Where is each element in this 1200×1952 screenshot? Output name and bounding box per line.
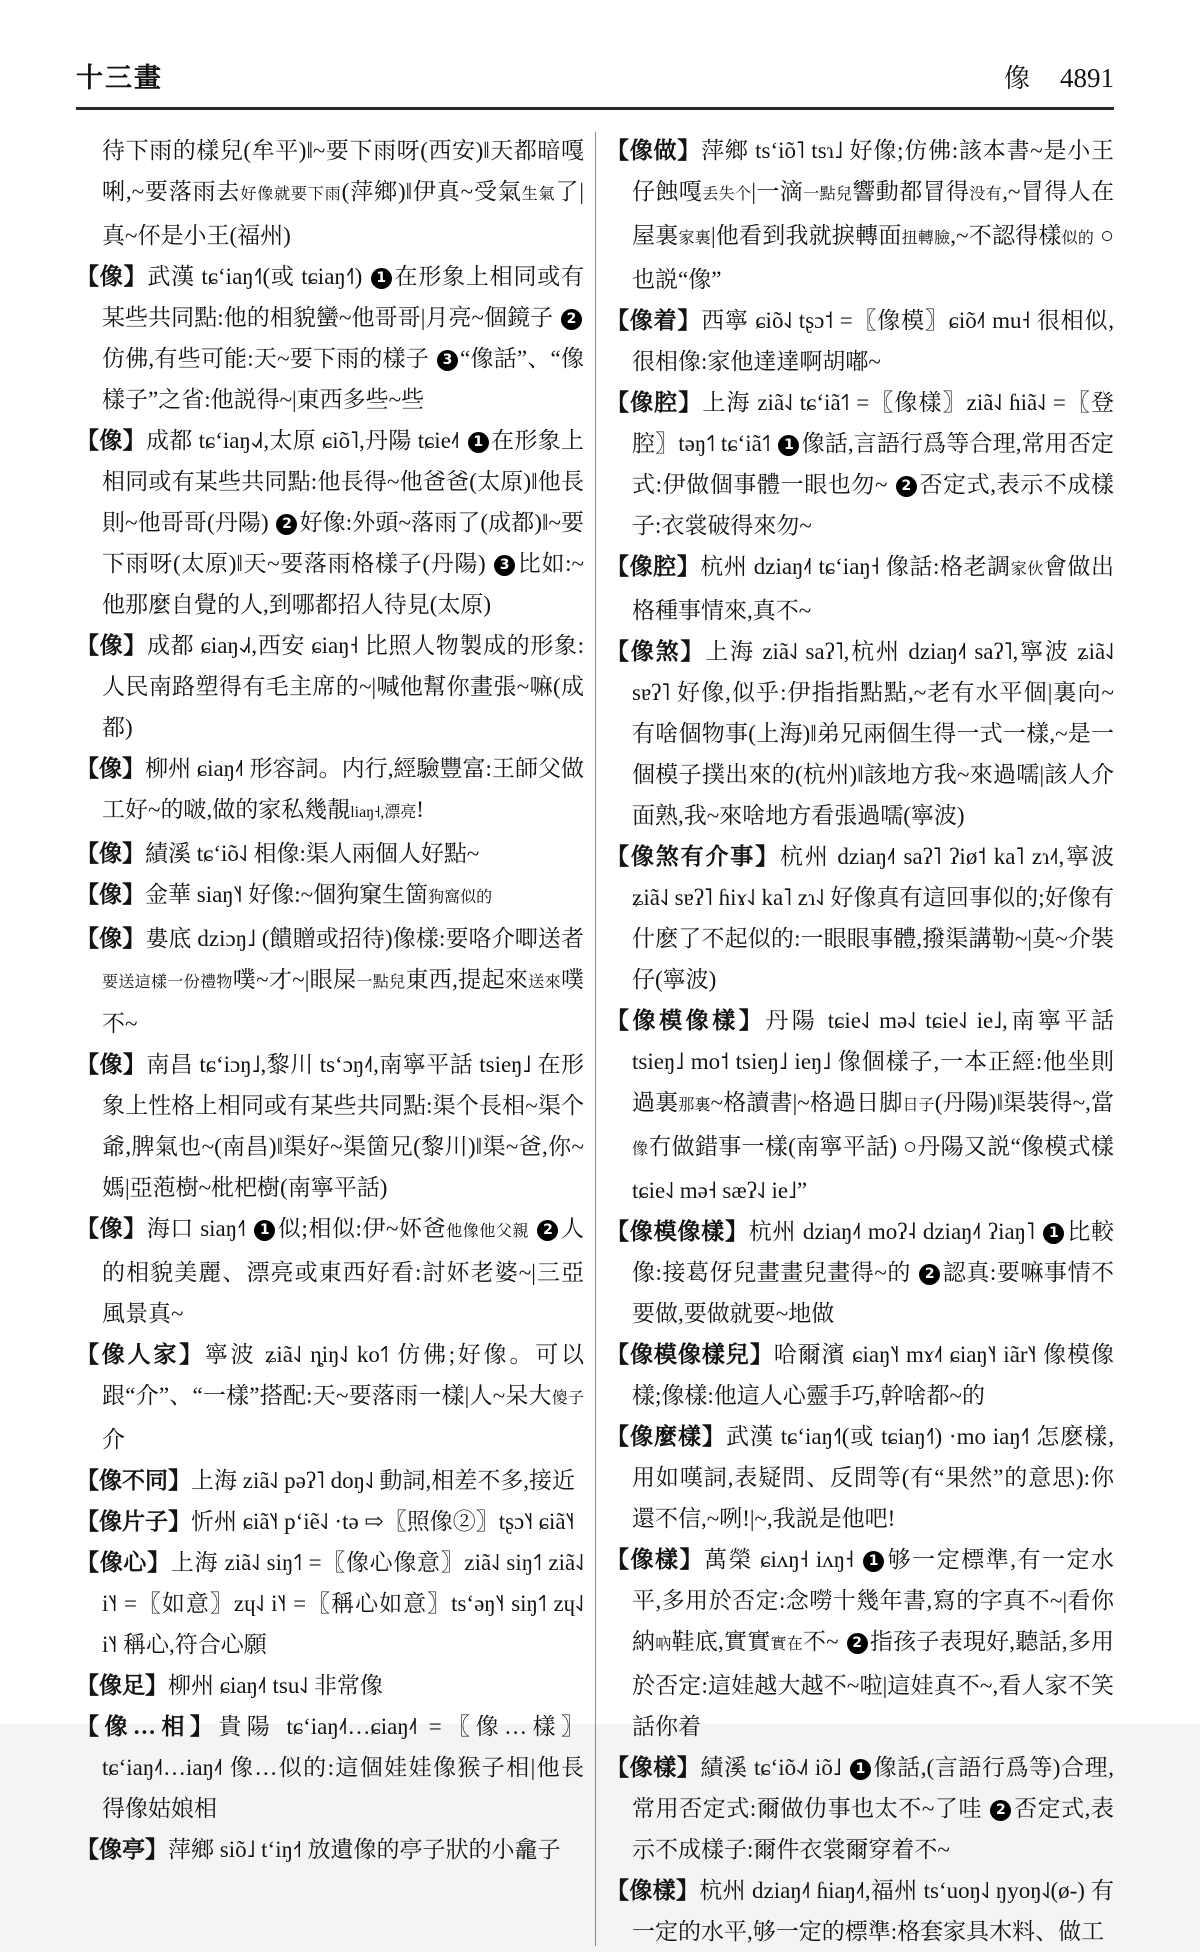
- entry-headword: 【像着】: [606, 308, 702, 333]
- small-gloss: 没有: [969, 186, 1003, 203]
- dictionary-entry: 【像】成都 tɕʻiaŋ˨˩˧,太原 ɕiõ˥,丹陽 tɕie˨˦ 1 在形象上相同或有某些共同點:他長得~他爸爸(太原)‖他長則~他哥哥(丹陽) 2 好像:外頭~落雨了(成都)‖~要下雨呀(太原)‖天~要落雨格樣子(丹陽) 3 比如:~他那麼自覺的人,到哪都招人待見(太原): [76, 428, 585, 617]
- sense-number-icon: 2: [990, 1800, 1011, 1821]
- small-gloss: 像: [632, 1141, 649, 1158]
- sense-number-icon: 2: [561, 309, 582, 330]
- dictionary-entry: 【像】武漢 tɕʻiaŋ˧˥(或 tɕiaŋ˧˥) 1 在形象上相同或有某些共同點:他的相貌蠻~他哥哥|月亮~個鏡子 2仿佛,有些可能:天~要下雨的樣子 3 “像話”、“像樣子”之省:他説得~|東西多些~些: [76, 264, 585, 412]
- small-gloss: 那裏: [678, 1097, 711, 1114]
- small-gloss: 丢失个: [702, 186, 752, 203]
- sense-number-icon: 3: [494, 555, 515, 576]
- entry-headword: 【像心】: [76, 1550, 171, 1575]
- dictionary-entry: 【像足】柳州 ɕiaŋ˨˦ tsu˨˩ 非常像: [76, 1673, 383, 1698]
- sense-number-icon: 2: [896, 476, 917, 497]
- header-rule: [76, 107, 1114, 110]
- page-header: [76, 56, 1114, 95]
- column-divider-line: [595, 132, 596, 1946]
- entry-headword: 【像煞有介事】: [606, 844, 781, 869]
- entry-headword: 【像麼樣】: [606, 1424, 726, 1449]
- entry-headword: 【像腔】: [606, 390, 703, 415]
- dictionary-entry: 【像模像樣】丹陽 tɕie˨˩ mə˨˩ tɕie˨˩ ie˩,南寧平話 tsieŋ˩ mo˦ tsieŋ˩ ieŋ˩ 像個樣子,一本正經:他坐則過裏那裏~格讀書|~格過日脚日子(丹陽)‖渠裝得~,當像冇做錯事一樣(南寧平話) ○丹陽又説“像模式樣 tɕie˨˩ mə˧ sæʔ˨˩ ie˩”: [606, 1008, 1115, 1203]
- dictionary-entry: 【像樣】績溪 tɕʻiõ˨˩˦ iõ˩ 1 像話,(言語行爲等)合理,常用否定式:爾做仂事也太不~了哇 2 否定式,表示不成樣子:爾件衣裳爾穿着不~: [606, 1755, 1115, 1862]
- dictionary-entry: 【像…相】貴陽 tɕʻiaŋ˨˦…ɕiaŋ˨˦ =〖像…樣〗tɕʻiaŋ˨˦…iaŋ˨˦ 像…似的:這個娃娃像猴子相|他長得像姑娘相: [76, 1714, 585, 1821]
- dictionary-entry: 【像樣】萬榮 ɕiʌŋ˧ iʌŋ˧ 1 够一定標準,有一定水平,多用於否定:念嘮十幾年書,寫的字真不~|看你納吶鞋底,實實實在不~ 2 指孩子表現好,聽話,多用於否定:這娃越大越不~啦|這娃真不~,看人家不笑話你着: [606, 1547, 1115, 1739]
- small-gloss: 家伙: [1010, 561, 1044, 578]
- right-column: [606, 130, 1114, 1952]
- sense-number-icon: 2: [537, 1220, 558, 1241]
- small-gloss: 要送這樣一份禮物: [102, 974, 233, 991]
- dictionary-entry: 【像】績溪 tɕʻiõ˨˩ 相像:渠人兩個人好點~: [76, 841, 480, 866]
- dictionary-entry: 【像腔】上海 ziã˨˩ tɕʻiã˦˥ =〖像樣〗ziã˨˩ ɦiã˨˩ =〖登腔〗təŋ˦˥ tɕʻiã˦˥ 1 像話,言語行爲等合理,常用否定式:伊做個事體一眼也勿~ 2 否定式,表示不成樣子:衣裳破得來勿~: [606, 390, 1115, 538]
- entry-headword: 【像片子】: [76, 1509, 191, 1534]
- small-gloss: 似的: [1061, 230, 1095, 247]
- entry-headword: 【像腔】: [606, 554, 701, 579]
- small-gloss: 日子: [902, 1097, 935, 1114]
- dictionary-entry: 【像片子】忻州 ɕiã˥˧ pʻiẽ˨˩ ·tə ⇨〖照像②〗tʂɔ˥˧ ɕiã˥˧: [76, 1509, 575, 1534]
- entry-headword: 【像】: [76, 428, 146, 453]
- sense-number-icon: 1: [1043, 1223, 1064, 1244]
- dictionary-entry: 【像不同】上海 ziã˨˩ pəʔ˥ doŋ˨˩ 動詞,相差不多,接近: [76, 1468, 576, 1493]
- entry-headword: 【像樣】: [606, 1878, 700, 1903]
- entry-headword: 【像人家】: [76, 1342, 205, 1367]
- dictionary-entry: 【像着】西寧 ɕiõ˨˩ tʂɔ˦ =〖像模〗ɕiõ˨˦ mu˧ 很相似,很相像:家他達達啊胡嘟~: [606, 308, 1115, 374]
- small-gloss: 狗窩似的: [428, 889, 493, 906]
- dictionary-entry: 【像模像樣兒】哈爾濱 ɕiaŋ˥˧ mɤ˨˦ ɕiaŋ˥˧ iãr˥˧ 像模像樣;像樣:他這人心靈手巧,幹啥都~的: [606, 1342, 1114, 1408]
- entry-headword: 【像亭】: [76, 1837, 168, 1862]
- dictionary-entry: 【像心】上海 ziã˨˩ siŋ˦˥ =〖像心像意〗ziã˨˩ siŋ˦˥ ziã˨˩ i˥˧ =〖如意〗zɥ˨˩ i˥˧ =〖稱心如意〗tsʻəŋ˥˧ siŋ˦˥ zɥ˨˩ i˥˧ 稱心,符合心願: [76, 1550, 585, 1657]
- continuation-paragraph: 待下雨的樣兒(牟平)‖~要下雨呀(西安)‖天都暗嘎唎,~要落雨去好像就要下雨(萍鄉)‖伊真~受氣生氣了|真~伓是小王(福州): [102, 138, 584, 248]
- entry-headword: 【像】: [76, 1052, 147, 1077]
- dictionary-entry: 【像腔】杭州 dziaŋ˨˦ tɕʻiaŋ˧ 像話:格老調家伙會做出格種事情來,真不~: [606, 554, 1114, 623]
- small-gloss: 吶: [655, 1636, 672, 1653]
- entry-headword: 【像模像樣】: [606, 1008, 766, 1033]
- small-gloss: 一點兒: [356, 974, 406, 991]
- entry-headword: 【像】: [76, 756, 146, 781]
- sense-number-icon: 1: [850, 1759, 871, 1780]
- small-gloss: 一點兒: [803, 186, 853, 203]
- entry-headword: 【像】: [76, 1216, 147, 1241]
- sense-number-icon: 1: [254, 1220, 275, 1241]
- sense-number-icon: 2: [919, 1264, 940, 1285]
- sense-number-icon: 1: [468, 432, 489, 453]
- entry-headword: 【像】: [76, 633, 147, 658]
- dictionary-entry: 【像樣】杭州 dziaŋ˨˦ ɦiaŋ˨˦,福州 tsʻuoŋ˨˩ ŋyoŋ˨˩(ø-) 有一定的水平,够一定的標準:格套家具木料、做工: [606, 1878, 1115, 1944]
- dictionary-entry: 【像】柳州 ɕiaŋ˨˦ 形容詞。内行,經驗豐富:王師父做工好~的啵,做的家私幾靚liaŋ˧,漂亮!: [76, 756, 585, 822]
- header-right: [1004, 58, 1114, 95]
- stroke-section-label: 十三畫: [76, 63, 163, 93]
- small-gloss: 家裏: [678, 230, 711, 247]
- page-number: 4891: [1060, 63, 1114, 93]
- small-gloss: 傻子: [551, 1390, 584, 1407]
- sense-number-icon: 1: [371, 268, 392, 289]
- dictionary-entry: 【像煞有介事】杭州 dziaŋ˨˦ saʔ˥ ʔiø˦ ka˥ zɿ˨˦,寧波 ʑiã˨˩ sɐʔ˥ ɦiɤ˨˩ ka˥ zɿ˨˩ 好像真有這回事似的;好像有什麽了不起似的:一眼眼事體,撥渠講勒~|莫~介裝仔(寧波): [606, 844, 1114, 992]
- dictionary-entry: 【像】婁底 dziɔŋ˩ (饋贈或招待)像樣:要咯介唧送者要送這樣一份禮物噗~才~|眼屎一點兒東西,提起來送來噗不~: [76, 926, 585, 1036]
- small-gloss: 扭轉臉: [901, 230, 951, 247]
- dictionary-entry: 【像】金華 siaŋ˥˧ 好像:~個狗窠生箇狗窩似的: [76, 882, 493, 907]
- small-gloss: 送來: [528, 974, 561, 991]
- entry-headword: 【像樣】: [606, 1755, 701, 1780]
- left-column: [76, 130, 584, 1952]
- dictionary-entry: 【像煞】上海 ziã˨˩ saʔ˥,杭州 dziaŋ˨˦ saʔ˥,寧波 ʑiã˨˩ sɐʔ˥ 好像,似乎:伊指指點點,~老有水平個|裏向~有啥個物事(上海)‖弟兄兩個生得一式一樣,~是一個模子撲出來的(杭州)‖該地方我~來過嚅|該人介面熟,我~來啥地方看張過嚅(寧波): [606, 639, 1115, 828]
- dictionary-body: [76, 130, 1114, 1952]
- entry-headword: 【像足】: [76, 1673, 168, 1698]
- entry-headword: 【像煞】: [606, 639, 706, 664]
- dictionary-entry: 【像亭】萍鄉 siõ˩ tʻiŋ˧˦ 放遺像的亭子狀的小龕子: [76, 1837, 561, 1862]
- small-gloss: 生氣: [521, 186, 556, 203]
- entry-headword: 【像】: [76, 264, 148, 289]
- entry-headword: 【像做】: [606, 138, 702, 163]
- entry-headword: 【像…相】: [76, 1714, 219, 1739]
- entry-headword: 【像】: [76, 926, 146, 951]
- dictionary-entry: 【像人家】寧波 ʑiã˨˩ ȵiŋ˨˩ ko˦˥ 仿佛;好像。可以跟“介”、“一樣”搭配:天~要落雨一樣|人~呆大傻子介: [76, 1342, 584, 1452]
- small-gloss: 實在: [770, 1636, 803, 1653]
- sense-number-icon: 3: [437, 350, 458, 371]
- dictionary-entry: 【像】南昌 tɕʻiɔŋ˩,黎川 tsʻɔŋ˨˦,南寧平話 tsieŋ˩ 在形象上性格上相同或有某些共同點:渠个長相~渠个爺,脾氣也~(南昌)‖渠好~渠箇兄(黎川)‖渠~爸,你~媽|亞萢樹~枇杷樹(南寧平話): [76, 1052, 584, 1200]
- sense-number-icon: 2: [276, 514, 297, 535]
- small-gloss: 他像他父親: [446, 1223, 530, 1240]
- entry-headword: 【像】: [76, 841, 145, 866]
- dictionary-entry: 【像做】萍鄉 tsʻiõ˥ tsɿ˩ 好像;仿佛:該本書~是小王仔蝕嘎丢失个|一滴一點兒響動都冒得没有,~冒得人在屋裏家裏|他看到我就捩轉面扭轉臉,~不認得樣似的 ○也説“像”: [606, 138, 1115, 292]
- small-gloss: 好像就要下雨: [240, 186, 342, 203]
- entry-headword: 【像不同】: [76, 1468, 191, 1493]
- entry-headword: 【像模像樣兒】: [606, 1342, 774, 1367]
- sense-number-icon: 1: [863, 1551, 884, 1572]
- small-gloss: liaŋ˧,漂亮: [350, 804, 417, 821]
- sense-number-icon: 2: [847, 1633, 868, 1654]
- entry-headword: 【像樣】: [606, 1547, 705, 1572]
- sense-number-icon: 1: [778, 435, 799, 456]
- entry-headword: 【像】: [76, 882, 145, 907]
- guide-headword: 像: [1003, 64, 1030, 93]
- dictionary-entry: 【像模像樣】杭州 dziaŋ˨˦ moʔ˨ dziaŋ˨˦ ʔiaŋ˥ 1 比較像:接葛伢兒畫畫兒畫得~的 2 認真:要嘛事情不要做,要做就要~地做: [606, 1219, 1115, 1326]
- dictionary-entry: 【像】成都 ɕiaŋ˨˩˧,西安 ɕiaŋ˧ 比照人物製成的形象:人民南路塑得有毛主席的~|喊他幫你畫張~嘛(成都): [76, 633, 585, 740]
- entry-headword: 【像模像樣】: [606, 1219, 749, 1244]
- dictionary-entry: 【像】海口 siaŋ˧˥ 1 似;相似:伊~妚爸他像他父親 2 人的相貌美麗、漂亮或東西好看:討妚老婆~|三亞風景真~: [76, 1216, 585, 1326]
- dictionary-entry: 【像麼樣】武漢 tɕʻiaŋ˧˥(或 tɕiaŋ˧˥) ·mo iaŋ˧˥ 怎麽樣,用如嘆詞,表疑問、反問等(有“果然”的意思):你還不信,~咧!|~,我説是他吧!: [606, 1424, 1114, 1531]
